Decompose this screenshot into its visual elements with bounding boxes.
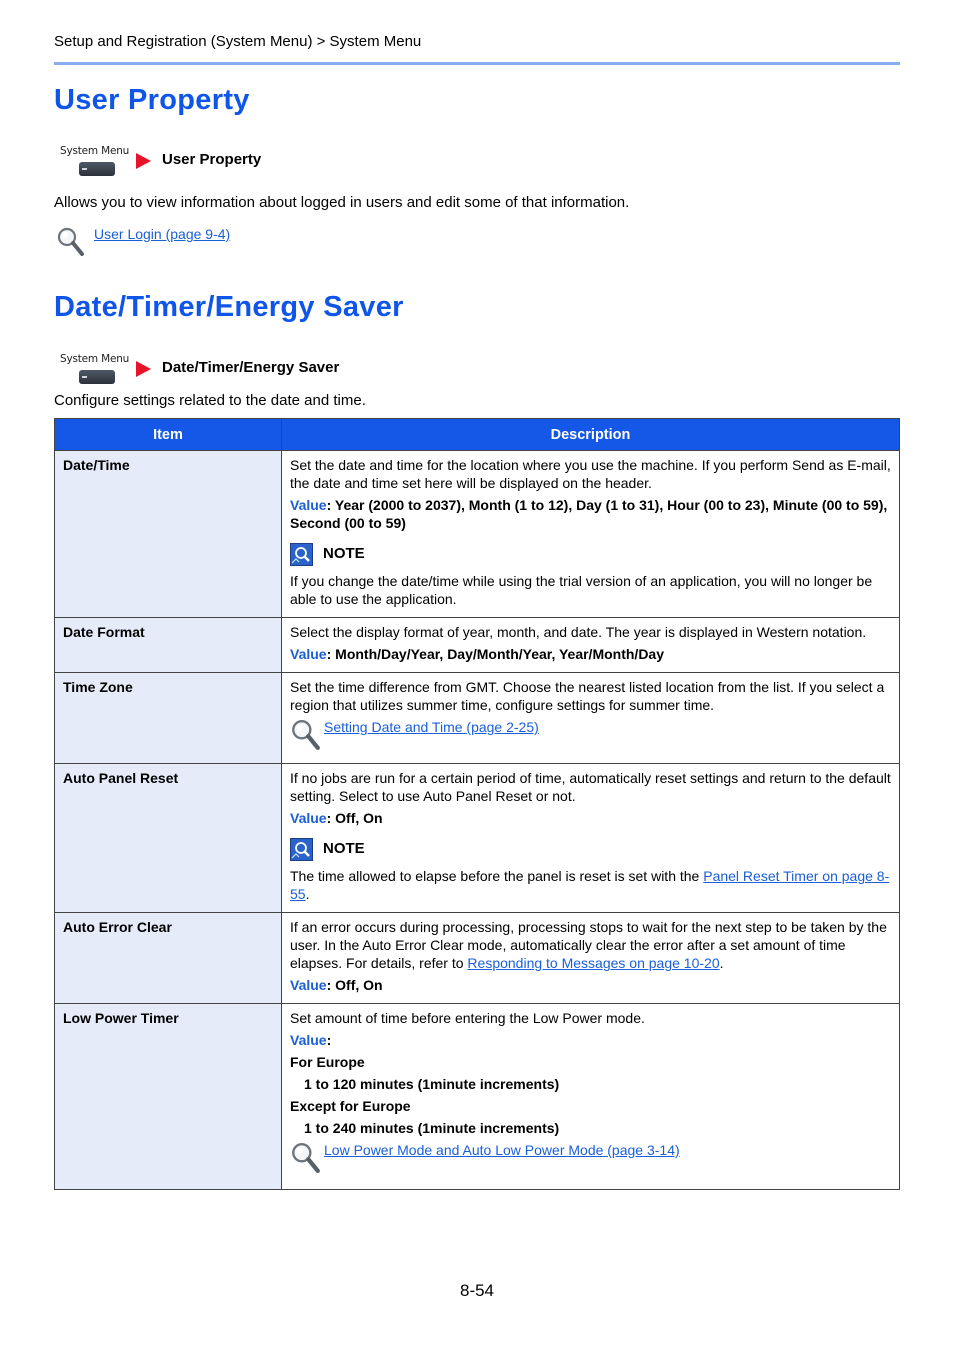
note-text-after: . <box>305 886 310 902</box>
note-text-before: The time allowed to elapse before the panel is reset is set with the <box>290 868 704 884</box>
value-label: Value <box>290 810 327 826</box>
description-text: If no jobs are run for a certain period of time, automatically reset settings and return to the default setting. Select to use Auto Panel Reset or not. <box>290 770 891 804</box>
value-line: Value: Off, On <box>290 810 383 826</box>
column-header-item: Item <box>55 419 282 451</box>
description-cell <box>282 618 900 673</box>
link-responding-to-messages[interactable]: Responding to Messages on page 10-20 <box>467 955 720 971</box>
link-user-login[interactable]: User Login (page 9-4) <box>94 226 231 242</box>
user-property-description: Allows you to view information about logged in users and edit some of that information. <box>54 194 630 211</box>
system-menu-key-label: System Menu <box>60 353 130 365</box>
item-low-power-timer: Low Power Timer <box>55 1004 282 1190</box>
value-text: Off, On <box>335 810 383 826</box>
link-panel-reset-timer[interactable]: Panel Reset Timer on page 8-55 <box>290 868 890 902</box>
description-cell <box>282 913 900 1004</box>
region-label-except-europe: Except for Europe <box>290 1098 411 1114</box>
magnifier-icon <box>290 1141 320 1173</box>
value-label: Value <box>290 646 327 662</box>
value-line: Value: Month/Day/Year, Day/Month/Year, Year/Month/Day <box>290 646 664 662</box>
magnifier-icon <box>56 226 84 256</box>
table-header-row <box>55 419 900 451</box>
arrow-right-icon <box>136 361 151 377</box>
reference-setting-date-time <box>290 718 891 750</box>
menu-path-user-property <box>58 145 478 179</box>
note-icon <box>290 838 313 861</box>
item-auto-error-clear: Auto Error Clear <box>55 913 282 1004</box>
table-row <box>55 1004 900 1190</box>
system-menu-key-icon <box>79 370 115 384</box>
system-menu-key-label: System Menu <box>60 145 130 157</box>
menu-path-date-timer <box>58 353 478 387</box>
value-label: Value <box>290 977 327 993</box>
section-title-user-property: User Property <box>54 84 250 116</box>
reference-low-power-mode <box>290 1141 891 1173</box>
value-text: Off, On <box>335 977 383 993</box>
note-heading <box>290 837 891 861</box>
value-line: Value: <box>290 1032 332 1048</box>
value-label: Value <box>290 497 327 513</box>
note-heading <box>290 542 891 566</box>
description-text <box>290 918 891 972</box>
breadcrumb: Setup and Registration (System Menu) > System Menu <box>54 33 422 50</box>
menu-item-user-property: User Property <box>162 151 262 168</box>
item-date-format: Date Format <box>55 618 282 673</box>
magnifier-icon <box>290 718 320 750</box>
section-title-date-timer-energy-saver: Date/Timer/Energy Saver <box>54 291 404 323</box>
page-number: 8-54 <box>459 1281 495 1300</box>
table-row <box>55 913 900 1004</box>
description-text: Set the time difference from GMT. Choose the nearest listed location from the list. If you select a region that utilizes summer time, configure settings for summer time. <box>290 679 885 713</box>
description-cell <box>282 673 900 764</box>
note-text <box>290 867 891 903</box>
note-title: NOTE <box>323 840 365 857</box>
value-line: Value: Off, On <box>290 977 383 993</box>
menu-item-date-timer-energy-saver: Date/Timer/Energy Saver <box>162 359 340 376</box>
link-setting-date-time[interactable]: Setting Date and Time (page 2-25) <box>324 719 539 735</box>
reference-user-login <box>56 226 356 256</box>
description-cell <box>282 451 900 618</box>
range-europe: 1 to 120 minutes (1minute increments) <box>304 1076 560 1092</box>
description-cell <box>282 764 900 913</box>
item-date-time: Date/Time <box>55 451 282 618</box>
note-icon <box>290 543 313 566</box>
table-row <box>55 451 900 618</box>
region-label-europe: For Europe <box>290 1054 365 1070</box>
note-text: If you change the date/time while using the trial version of an application, you will no longer be able to use the application. <box>290 573 873 607</box>
table-row <box>55 673 900 764</box>
description-text-after: . <box>719 955 724 971</box>
note-title: NOTE <box>323 545 365 562</box>
column-header-description: Description <box>282 419 900 451</box>
table-row <box>55 618 900 673</box>
description-text: Set amount of time before entering the Low Power mode. <box>290 1010 645 1026</box>
value-line: Value: Year (2000 to 2037), Month (1 to 12), Day (1 to 31), Hour (00 to 23), Minute (00 to 59), Second (00 to 59) <box>290 497 888 531</box>
value-text: Year (2000 to 2037), Month (1 to 12), Day (1 to 31), Hour (00 to 23), Minute (00 to 59), Second (00 to 59) <box>290 497 888 531</box>
description-text: Select the display format of year, month, and date. The year is displayed in Western notation. <box>290 624 867 640</box>
item-time-zone: Time Zone <box>55 673 282 764</box>
table-row <box>55 764 900 913</box>
range-except-europe: 1 to 240 minutes (1minute increments) <box>304 1120 560 1136</box>
link-low-power-mode[interactable]: Low Power Mode and Auto Low Power Mode (page 3-14) <box>324 1142 680 1158</box>
description-text-before: If an error occurs during processing, processing stops to wait for the next step to be taken by the user. In the Auto Error Clear mode, automatically clear the error after a set amount of time elapses. For details, refer to <box>290 919 887 971</box>
settings-table <box>54 418 900 1190</box>
system-menu-key-icon <box>79 162 115 176</box>
header-rule <box>54 62 900 65</box>
item-auto-panel-reset: Auto Panel Reset <box>55 764 282 913</box>
value-text: Month/Day/Year, Day/Month/Year, Year/Month/Day <box>335 646 664 662</box>
description-cell <box>282 1004 900 1190</box>
arrow-right-icon <box>136 153 151 169</box>
value-label: Value <box>290 1032 327 1048</box>
date-timer-description: Configure settings related to the date and time. <box>54 392 366 409</box>
description-text: Set the date and time for the location where you use the machine. If you perform Send as E-mail, the date and time set here will be displayed on the header. <box>290 457 891 491</box>
